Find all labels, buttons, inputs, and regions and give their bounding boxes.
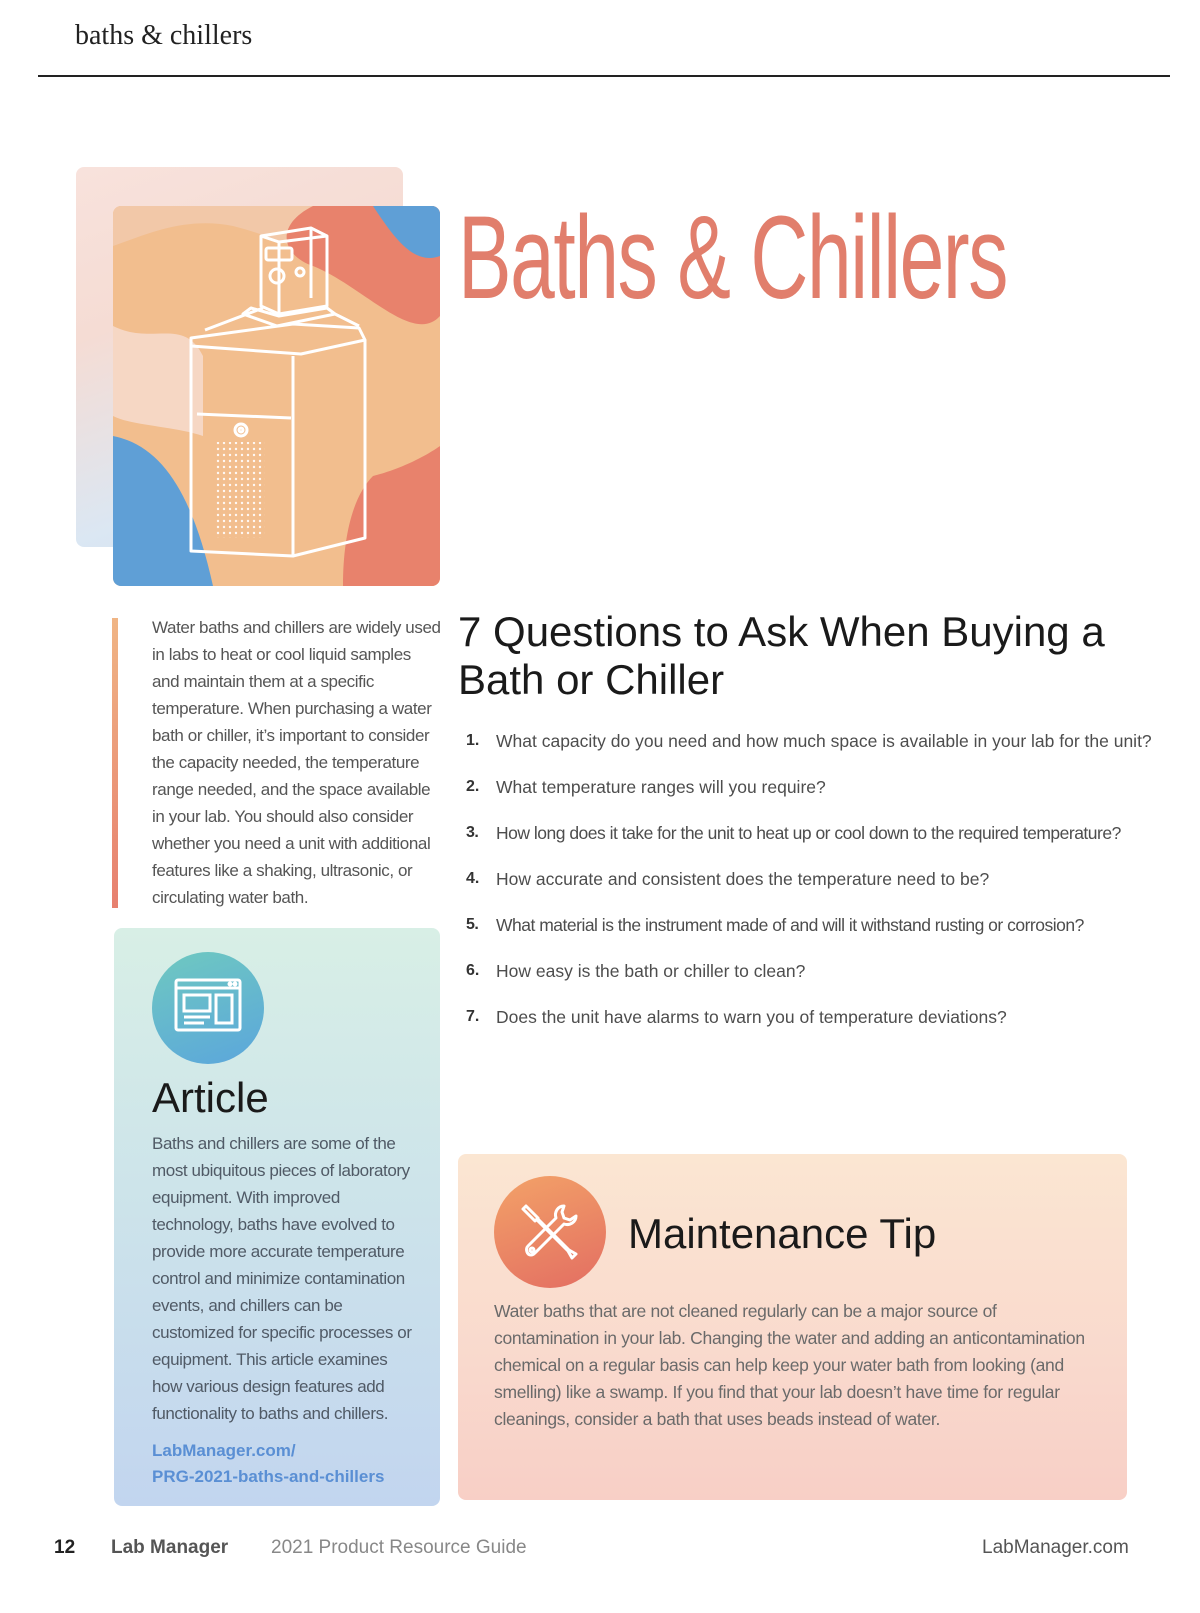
question-text: How accurate and consistent does the temperature need to be? (496, 869, 990, 889)
question-number: 6. (466, 962, 480, 979)
question-text: What material is the instrument made of and will it withstand rusting or corrosion? (496, 915, 1084, 935)
questions-heading: 7 Questions to Ask When Buying a Bath or Chiller (458, 608, 1105, 703)
article-link[interactable] (152, 1438, 420, 1490)
question-item (466, 820, 1156, 846)
question-item (466, 1004, 1156, 1030)
footer-brand: Lab Manager (111, 1537, 229, 1558)
question-number: 5. (466, 916, 479, 933)
question-number: 3. (466, 824, 479, 841)
article-heading: Article (152, 1074, 269, 1121)
intro-accent-bar (112, 618, 118, 908)
browser-window-icon (152, 952, 264, 1064)
question-text: How long does it take for the unit to heat up or cool down to the required temperature? (496, 823, 1121, 843)
question-text: What capacity do you need and how much space is available in your lab for the unit? (496, 731, 1152, 751)
bath-chiller-illustration (113, 206, 440, 586)
wrench-screwdriver-icon (494, 1176, 606, 1288)
question-item (466, 774, 1156, 800)
questions-list (466, 728, 1156, 1030)
question-number: 2. (466, 778, 480, 795)
running-head: baths & chillers (75, 20, 253, 51)
question-item (466, 728, 1156, 754)
question-text: How easy is the bath or chiller to clean? (496, 961, 806, 981)
question-text: Does the unit have alarms to warn you of temperature deviations? (496, 1007, 1007, 1027)
question-item (466, 912, 1156, 938)
question-number: 7. (466, 1008, 480, 1025)
maintenance-tip-heading: Maintenance Tip (628, 1210, 937, 1257)
maintenance-tip-body: Water baths that are not cleaned regularly can be a major source of contamination in your lab. Changing the water and adding an anticontamination chemical on a regular basis can help keep your water bath from looking (and smelling) like a swamp. If you find that your lab doesn’t have time for regular cleanings, consider a bath that uses beads instead of water. (494, 1301, 1085, 1429)
article-body: Baths and chillers are some of the most ubiquitous pieces of laboratory equipment. With improved technology, baths have evolved to provide more accurate temperature control and minimize contamination events, and chillers can be customized for specific processes or equipment. This article examines how various design features add functionality to baths and chillers. (152, 1134, 412, 1423)
page-title: Baths & Chillers (458, 192, 1008, 324)
footer-guide-title: 2021 Product Resource Guide (271, 1537, 527, 1558)
question-number: 1. (466, 732, 480, 749)
article-link-line1: LabManager.com/ (152, 1441, 296, 1460)
article-link-line2: PRG-2021-baths-and-chillers (152, 1467, 385, 1486)
question-item (466, 958, 1156, 984)
footer-site-link[interactable]: LabManager.com (982, 1537, 1129, 1558)
question-text: What temperature ranges will you require? (496, 777, 826, 797)
intro-paragraph: Water baths and chillers are widely used in labs to heat or cool liquid samples and maintain them at a specific temperature. When purchasing a water bath or chiller, it’s important to consider the capacity needed, the temperature range needed, and the space available in your lab. You should also consider whether you need a unit with additional features like a shaking, ultrasonic, or circulating water bath. (152, 618, 441, 907)
header-divider (38, 75, 1170, 77)
question-number: 4. (466, 870, 480, 887)
question-item (466, 866, 1156, 892)
page-number: 12 (54, 1537, 76, 1558)
